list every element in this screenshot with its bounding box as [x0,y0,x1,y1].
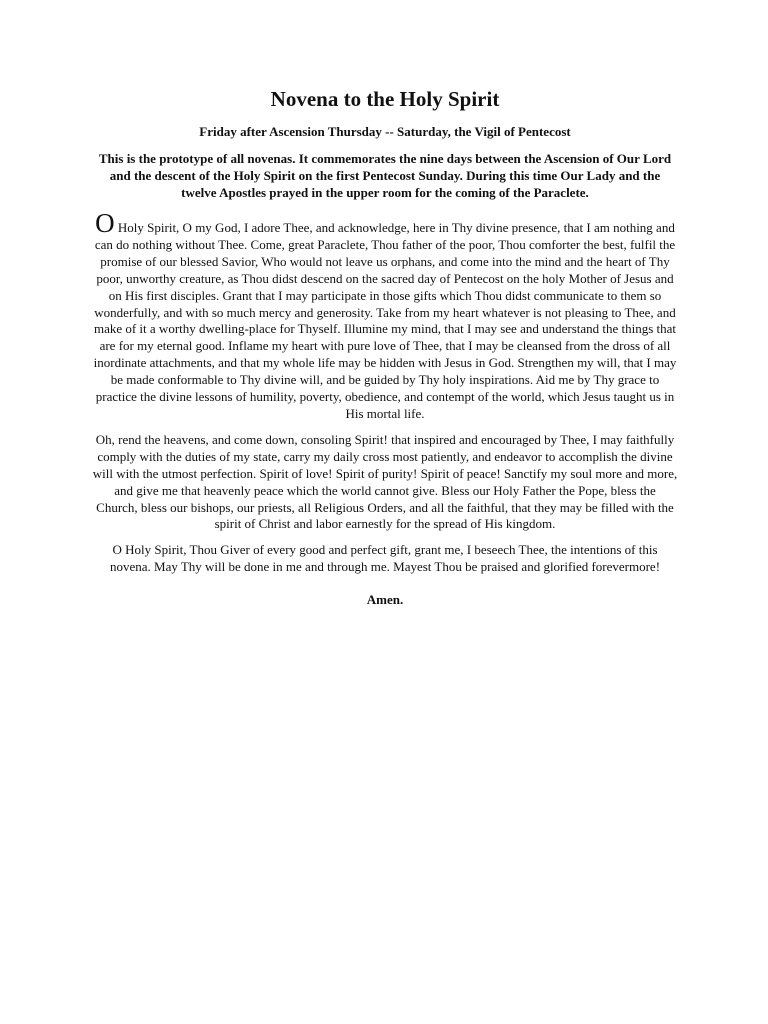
prayer-paragraph-1 [92,208,678,423]
closing-amen: Amen. [366,592,404,608]
drop-cap: O [95,208,115,238]
prayer-paragraph-3: O Holy Spirit, Thou Giver of every good and perfect gift, grant me, I beseech Thee, the intentions of this novena. May Thy will be done in me and through me. Mayest Thou be praised and glorified forevermore! [109,542,661,575]
prayer-paragraph-1-text: Holy Spirit, O my God, I adore Thee, and acknowledge, here in Thy divine presence, that I am nothing and can do nothing without Thee. Come, great Paraclete, Thou father of the poor, Thou comforter the best, fulfil the promise of our blessed Savior, Who would not leave us orphans, and come into the mind and the heart of Thy poor, unworthy creature, as Thou didst descend on the sacred day of Pentecost on the holy Mother of Jesus and on His first disciples. Grant that I may participate in those gifts which Thou didst communicate to them so wonderfully, and with so much mercy and generosity. Take from my heart whatever is not pleasing to Thee, and make of it a worthy dwelling-place for Thyself. Illumine my mind, that I may see and understand the things that are for my eternal good. Inflame my heart with pure love of Thee, that I may be cleansed from the dross of all inordinate attachments, and that my whole life may be hidden with Jesus in God. Strengthen my will, that I may be made conformable to Thy divine will, and be guided by Thy holy inspirations. Aid me by Thy grace to practice the divine lessons of humility, poverty, obedience, and contempt of the world, which Jesus taught us in His mortal life. [93,220,677,421]
document-subtitle: Friday after Ascension Thursday -- Saturday, the Vigil of Pentecost [199,124,571,139]
document-title: Novena to the Holy Spirit [270,87,500,111]
prayer-paragraph-2: Oh, rend the heavens, and come down, consoling Spirit! that inspired and encouraged by Thee, I may faithfully comply with the duties of my state, carry my daily cross most patiently, and endeavor to accomplish the divine will with the utmost perfection. Spirit of love! Spirit of purity! Spirit of peace! Sanctify my soul more and more, and give me that heavenly peace which the world cannot give. Bless our Holy Father the Pope, bless the Church, bless our bishops, our priests, all Religious Orders, and all the faithful, that they may be filled with the spirit of Christ and labor earnestly for the spread of His kingdom. [92,431,678,532]
intro-paragraph: This is the prototype of all novenas. It commemorates the nine days between the Ascension of Our Lord and the descent of the Holy Spirit on the first Pentecost Sunday. During this time Our Lady and the twelve Apostles prayed in the upper room for the coming of the Paraclete. [98,151,672,200]
